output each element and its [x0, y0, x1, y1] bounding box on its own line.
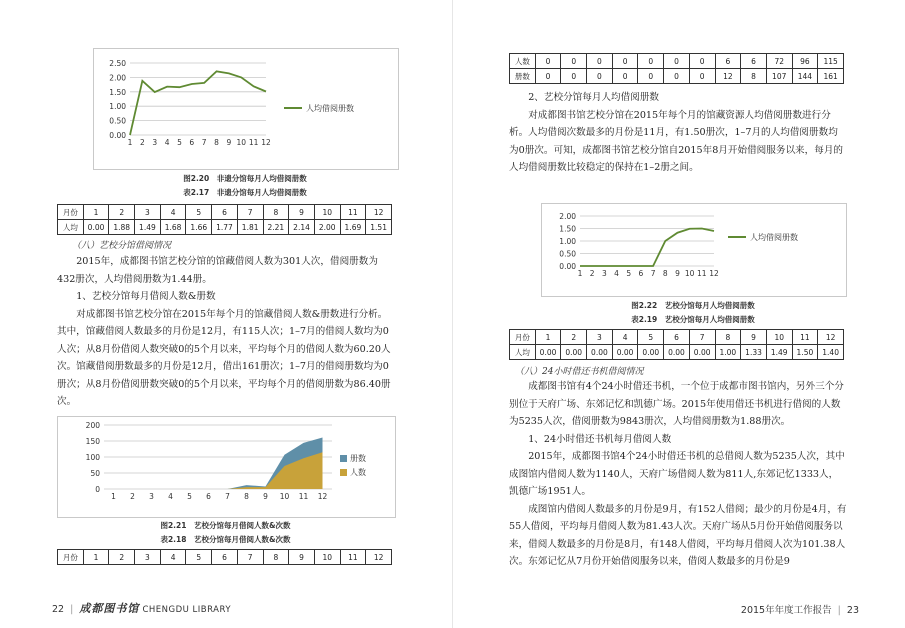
table-cell: 7 — [237, 550, 263, 565]
y-tick-label: 50 — [90, 469, 100, 478]
x-tick-label: 12 — [709, 269, 719, 278]
table-row — [58, 205, 392, 220]
y-tick-label: 1.50 — [109, 87, 126, 97]
table-cell: 4 — [160, 550, 186, 565]
table-cell: 0 — [535, 69, 561, 84]
table-cell: 1.66 — [186, 220, 212, 235]
row-header-cell: 月份 — [58, 550, 84, 565]
chart-yixiao-readers-books — [57, 416, 396, 518]
row-header-cell: 月份 — [510, 330, 536, 345]
table-cell: 10 — [314, 205, 340, 220]
legend-label: 人均借阅册数 — [306, 104, 354, 113]
paragraph: 成都图书馆有4个24小时借还书机，一个位于成都市图书馆内，另外三个分别位于天府广场、东郊记忆和凯德广场。2015年使用借还书机进行借阅的人数为5235人次，借阅册数为9843册次，人均借阅册数为1.88册次。 — [509, 381, 844, 427]
y-tick-label: 2.00 — [109, 73, 126, 83]
x-tick-label: 2 — [130, 492, 135, 501]
table-cell: 2.21 — [263, 220, 289, 235]
table-cell: 9 — [289, 205, 315, 220]
table-cell: 1 — [83, 550, 109, 565]
legend-label: 人均借阅册数 — [750, 233, 798, 242]
table-yixiao-readers-books-head — [57, 549, 392, 565]
section-heading: （八）艺校分馆借阅情况 — [72, 241, 172, 251]
x-tick-label: 9 — [263, 492, 268, 501]
subheading: 2、艺校分馆每月人均借阅册数 — [528, 92, 660, 103]
x-tick-label: 3 — [601, 269, 607, 278]
table-cell: 11 — [340, 550, 366, 565]
x-tick-label: 7 — [650, 269, 656, 278]
x-tick-label: 11 — [298, 492, 309, 501]
page-number: 22 — [52, 604, 65, 615]
paragraph: 2015年，成都图书馆4个24小时借还书机的总借阅人数为5235人次，其中成图馆内借阅人数为1140人，天府广场借阅人数为811人,东郊记忆1333人，凯德广场1951人。 — [509, 451, 845, 497]
table-cell: 11 — [792, 330, 818, 345]
y-tick-label: 1.50 — [559, 224, 576, 234]
x-tick-label: 10 — [279, 492, 290, 501]
subheading: 1、24小时借还书机每月借阅人数 — [528, 433, 672, 445]
paragraph: 对成都图书馆艺校分馆在2015年每个月的馆藏资源人均借阅册数进行分析。人均借阅次数最多的月份是11月，有1.50册次，1–7月的人均借阅册数均为0册次。可知，成都图书馆艺校分馆自2015年8月开始借阅服务以来，每月的人均借阅册数比较稳定的保持在1–2册之间。 — [509, 109, 844, 173]
table-cell: 10 — [314, 550, 340, 565]
paragraph: 2015年，成都图书馆艺校分馆的馆藏借阅人数为301人次，借阅册数为432册次，人均借阅册数为1.44册。 — [57, 256, 378, 285]
x-tick-label: 1 — [127, 138, 133, 147]
table-row — [58, 550, 392, 565]
y-tick-label: 0.50 — [109, 116, 126, 126]
table-cell: 12 — [366, 205, 392, 220]
table-cell: 0 — [587, 69, 613, 84]
x-tick-label: 2 — [139, 138, 145, 147]
x-tick-label: 12 — [317, 492, 328, 501]
x-tick-label: 1 — [577, 269, 583, 278]
page-number: 23 — [846, 605, 859, 616]
table-cell: 9 — [741, 330, 767, 345]
x-tick-label: 7 — [201, 138, 207, 147]
chart-svg — [58, 417, 395, 517]
paragraph: 成图馆内借阅人数最多的月份是9月，有152人借阅；最少的月份是4月，有55人借阅，平均每月借阅人数为81.43人次。天府广场从5月份开始借阅服务以来，借阅人数最多的月份是8月，有148人借阅，平均每月借阅人次为101.38人次。东郊记忆从7月份开始借阅服务以来，借阅人数最多的月份是9 — [509, 503, 847, 567]
table-row — [510, 345, 844, 360]
chart-feiyi-per-capita — [93, 48, 399, 170]
table-cell: 0 — [612, 69, 638, 84]
legend-swatch — [340, 469, 347, 476]
table-cell: 7 — [689, 330, 715, 345]
chart-yixiao-per-capita — [541, 203, 847, 297]
table-cell: 0 — [689, 54, 715, 69]
y-tick-label: 1.00 — [559, 237, 576, 246]
table-cell: 0.00 — [664, 345, 690, 360]
table-cell: 107 — [766, 69, 792, 84]
table-row — [510, 69, 844, 84]
table-cell: 2 — [109, 550, 135, 565]
table-cell: 144 — [792, 69, 818, 84]
table-cell: 0.00 — [587, 345, 613, 360]
row-header-cell: 人数 — [510, 54, 536, 69]
table-cell: 1.50 — [792, 345, 818, 360]
table-cell: 115 — [818, 54, 844, 69]
body-text — [509, 378, 847, 571]
table-cell: 1.49 — [135, 220, 161, 235]
table-cell: 9 — [289, 550, 315, 565]
x-tick-label: 4 — [164, 138, 170, 147]
table-cell: 4 — [160, 205, 186, 220]
y-tick-label: 0 — [95, 485, 100, 494]
table-cell: 12 — [818, 330, 844, 345]
y-tick-label: 0.50 — [559, 249, 576, 259]
table-cell: 1.77 — [212, 220, 238, 235]
figure-caption: 图2.21 艺校分馆每月借阅人数&次数 — [160, 521, 291, 530]
y-tick-label: 100 — [85, 453, 100, 462]
table-caption: 表2.19 艺校分馆每月人均借阅册数 — [631, 315, 755, 324]
table-cell: 1.81 — [237, 220, 263, 235]
x-tick-label: 10 — [684, 269, 695, 278]
table-cell: 2 — [561, 330, 587, 345]
y-tick-label: 0.00 — [559, 262, 576, 271]
table-cell: 1.51 — [366, 220, 392, 235]
x-tick-label: 9 — [226, 138, 232, 147]
table-cell: 2 — [109, 205, 135, 220]
y-tick-label: 2.00 — [559, 212, 576, 221]
table-cell: 3 — [135, 550, 161, 565]
right-page — [453, 0, 905, 628]
row-header-cell: 人均 — [58, 220, 84, 235]
x-tick-label: 5 — [187, 492, 192, 501]
x-tick-label: 8 — [244, 492, 249, 501]
table-cell: 3 — [135, 205, 161, 220]
table-cell: 8 — [741, 69, 767, 84]
table-cell: 1.49 — [766, 345, 792, 360]
series-line — [580, 229, 714, 267]
footer-left — [52, 600, 231, 616]
x-tick-label: 6 — [189, 138, 195, 147]
table-cell: 1.88 — [109, 220, 135, 235]
x-tick-label: 6 — [206, 492, 211, 501]
left-page — [0, 0, 452, 628]
x-tick-label: 12 — [261, 138, 271, 147]
legend-label: 人数 — [350, 468, 366, 477]
row-header-cell: 月份 — [58, 205, 84, 220]
table-cell: 6 — [212, 550, 238, 565]
row-header-cell: 人均 — [510, 345, 536, 360]
y-tick-label: 150 — [85, 437, 100, 446]
x-tick-label: 6 — [638, 269, 644, 278]
series-line — [130, 71, 266, 135]
footer-divider: | — [67, 604, 77, 615]
table-cell: 12 — [715, 69, 741, 84]
row-header-cell: 册数 — [510, 69, 536, 84]
table-row — [510, 330, 844, 345]
table-cell: 96 — [792, 54, 818, 69]
table-cell: 0.00 — [689, 345, 715, 360]
x-tick-label: 11 — [248, 138, 259, 147]
table-cell: 12 — [366, 550, 392, 565]
x-tick-label: 11 — [697, 269, 707, 278]
y-tick-label: 0.00 — [109, 131, 126, 140]
table-cell: 0 — [561, 54, 587, 69]
table-cell: 8 — [263, 205, 289, 220]
table-cell: 0 — [664, 69, 690, 84]
table-caption: 表2.18 艺校分馆每月借阅人数&次数 — [160, 535, 291, 544]
x-tick-label: 7 — [225, 492, 230, 501]
table-row — [58, 220, 392, 235]
body-text-top — [509, 89, 847, 177]
table-cell: 0.00 — [638, 345, 664, 360]
library-logo-en: CHENGDU LIBRARY — [142, 605, 232, 615]
table-cell: 8 — [715, 330, 741, 345]
table-cell: 0 — [587, 54, 613, 69]
table-cell: 0 — [638, 54, 664, 69]
table-cell: 5 — [186, 205, 212, 220]
table-yixiao-readers-books-body — [509, 53, 844, 84]
table-cell: 1.33 — [741, 345, 767, 360]
x-tick-label: 9 — [675, 269, 680, 278]
table-cell: 8 — [263, 550, 289, 565]
figure-caption: 图2.22 艺校分馆每月人均借阅册数 — [631, 301, 755, 310]
table-cell: 2.14 — [289, 220, 315, 235]
table-cell: 0 — [612, 54, 638, 69]
table-cell: 0 — [638, 69, 664, 84]
x-tick-label: 3 — [152, 138, 158, 147]
chart-svg — [542, 204, 846, 296]
table-cell: 6 — [664, 330, 690, 345]
legend-swatch — [340, 455, 347, 462]
chart-svg — [94, 49, 398, 169]
x-tick-label: 3 — [149, 492, 154, 501]
subheading: 1、艺校分馆每月借阅人数&册数 — [76, 291, 216, 302]
table-cell: 3 — [587, 330, 613, 345]
table-caption: 表2.17 非遗分馆每月人均借阅册数 — [183, 188, 307, 197]
table-cell: 4 — [612, 330, 638, 345]
table-cell: 5 — [186, 550, 212, 565]
table-cell: 7 — [237, 205, 263, 220]
table-cell: 1.40 — [818, 345, 844, 360]
y-tick-label: 2.50 — [109, 59, 126, 68]
footer-right — [741, 602, 859, 616]
figure-caption: 图2.20 非遗分馆每月人均借阅册数 — [183, 174, 307, 183]
body-text — [57, 253, 395, 411]
table-cell: 5 — [638, 330, 664, 345]
table-cell: 0 — [664, 54, 690, 69]
table-cell: 72 — [766, 54, 792, 69]
table-cell: 1.00 — [715, 345, 741, 360]
table-cell: 1 — [535, 330, 561, 345]
table-cell: 0.00 — [535, 345, 561, 360]
x-tick-label: 8 — [662, 269, 668, 278]
table-cell: 0.00 — [561, 345, 587, 360]
table-cell: 0 — [535, 54, 561, 69]
x-tick-label: 4 — [614, 269, 619, 278]
table-cell: 10 — [766, 330, 792, 345]
report-title: 2015年年度工作报告 — [740, 605, 832, 616]
table-feiyi-per-capita — [57, 204, 392, 235]
table-yixiao-per-capita — [509, 329, 844, 360]
table-cell: 2.00 — [314, 220, 340, 235]
table-cell: 1.69 — [340, 220, 366, 235]
table-cell: 6 — [741, 54, 767, 69]
x-tick-label: 4 — [168, 492, 173, 501]
table-cell: 6 — [212, 205, 238, 220]
y-tick-label: 1.00 — [109, 102, 126, 112]
library-logo: 成都图书馆 — [79, 602, 140, 615]
y-tick-label: 200 — [85, 421, 100, 430]
table-cell: 11 — [340, 205, 366, 220]
table-cell: 1.68 — [160, 220, 186, 235]
x-tick-label: 5 — [626, 269, 632, 278]
legend-label: 册数 — [350, 454, 366, 463]
table-cell: 1 — [83, 205, 109, 220]
section-heading: （八）24小时借还书机借阅情况 — [515, 367, 644, 377]
paragraph: 对成都图书馆艺校分馆在2015年每个月的馆藏借阅人数&册数进行分析。其中，馆藏借阅人数最多的月份是12月，有115人次；1–7月的借阅人数均为0人次；从8月份借阅人数突破0的5个月以来，平均每个月的借阅人数为60.20人次。馆藏借阅册数最多的月份是12月，借出161册次；1–7月的借阅册数均为0册次；从8月份借阅册数突破0的5个月以来，平均每个月的借阅册数为86.40册次。 — [57, 308, 391, 407]
x-tick-label: 1 — [111, 492, 116, 501]
table-cell: 0 — [689, 69, 715, 84]
x-tick-label: 5 — [177, 138, 182, 147]
table-cell: 6 — [715, 54, 741, 69]
x-tick-label: 2 — [589, 269, 595, 278]
footer-divider: | — [834, 605, 844, 616]
x-tick-label: 8 — [214, 138, 219, 147]
x-tick-label: 10 — [236, 138, 247, 147]
table-cell: 0 — [561, 69, 587, 84]
table-cell: 0.00 — [83, 220, 109, 235]
table-cell: 161 — [818, 69, 844, 84]
table-row — [510, 54, 844, 69]
table-cell: 0.00 — [612, 345, 638, 360]
